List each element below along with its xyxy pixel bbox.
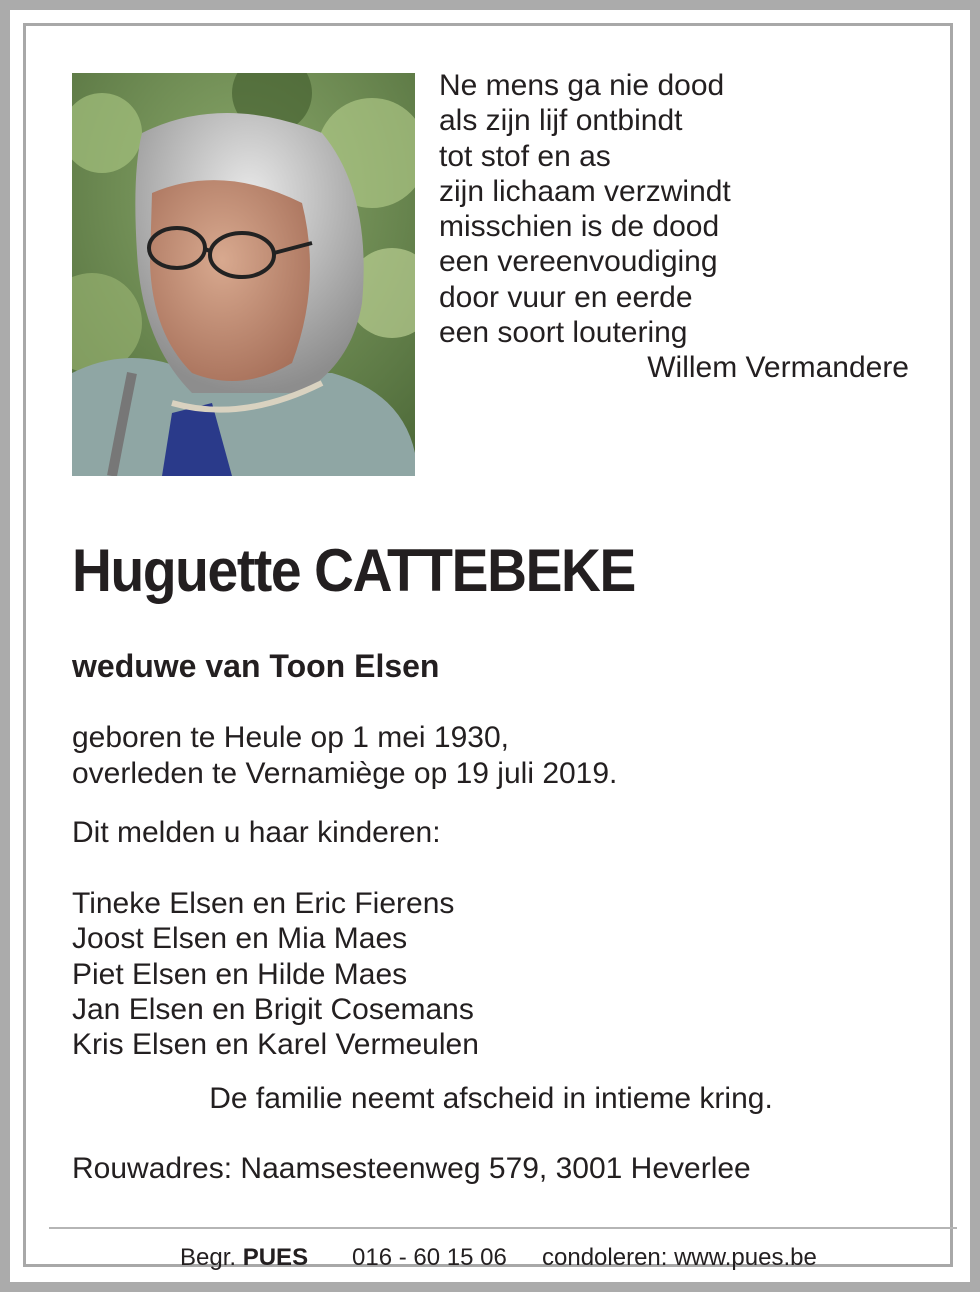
announcement-intro: Dit melden u haar kinderen: (72, 816, 441, 849)
poem-line: Ne mens ga nie dood (439, 69, 725, 102)
farewell-note: De familie neemt afscheid in intieme kring. (209, 1082, 773, 1115)
children-list (72, 886, 479, 1062)
portrait-photo (72, 73, 415, 476)
poem-line: als zijn lijf ontbindt (439, 104, 683, 138)
child-entry: Jan Elsen en Brigit Cosemans (72, 992, 474, 1026)
child-entry: Joost Elsen en Mia Maes (72, 922, 408, 956)
poem-line: misschien is de dood (439, 210, 720, 244)
poem-line: tot stof en as (439, 139, 611, 173)
condolence-link[interactable]: condoleren: www.pues.be (542, 1244, 817, 1271)
mourning-address: Rouwadres: Naamsesteenweg 579, 3001 Heverlee (72, 1152, 751, 1185)
poem-line: een soort loutering (439, 316, 688, 350)
poem-author: Willem Vermandere (647, 351, 909, 385)
obituary-frame (23, 23, 953, 1271)
child-entry: Piet Elsen en Hilde Maes (72, 957, 408, 991)
undertaker-phone: 016 - 60 15 06 (352, 1244, 507, 1271)
obituary-card (10, 10, 970, 1282)
undertaker (180, 1244, 308, 1272)
poem-line: zijn lichaam verzwindt (439, 174, 731, 208)
poem-line: een vereenvoudiging (439, 245, 718, 279)
footer-divider (49, 1227, 957, 1229)
child-entry: Tineke Elsen en Eric Fierens (72, 887, 455, 920)
poem-line: door vuur en eerde (439, 280, 693, 314)
undertaker-prefix: Begr. (180, 1244, 237, 1271)
undertaker-name: PUES (242, 1244, 309, 1271)
deceased-relation: weduwe van Toon Elsen (72, 648, 440, 684)
death-date: overleden te Vernamiège op 19 juli 2019. (72, 757, 618, 790)
deceased-name: Huguette CATTEBEKE (72, 537, 635, 604)
life-dates (72, 720, 617, 792)
poem (439, 68, 939, 386)
birth-date: geboren te Heule op 1 mei 1930, (72, 721, 509, 754)
child-entry: Kris Elsen en Karel Vermeulen (72, 1028, 479, 1062)
footer (26, 1238, 956, 1274)
